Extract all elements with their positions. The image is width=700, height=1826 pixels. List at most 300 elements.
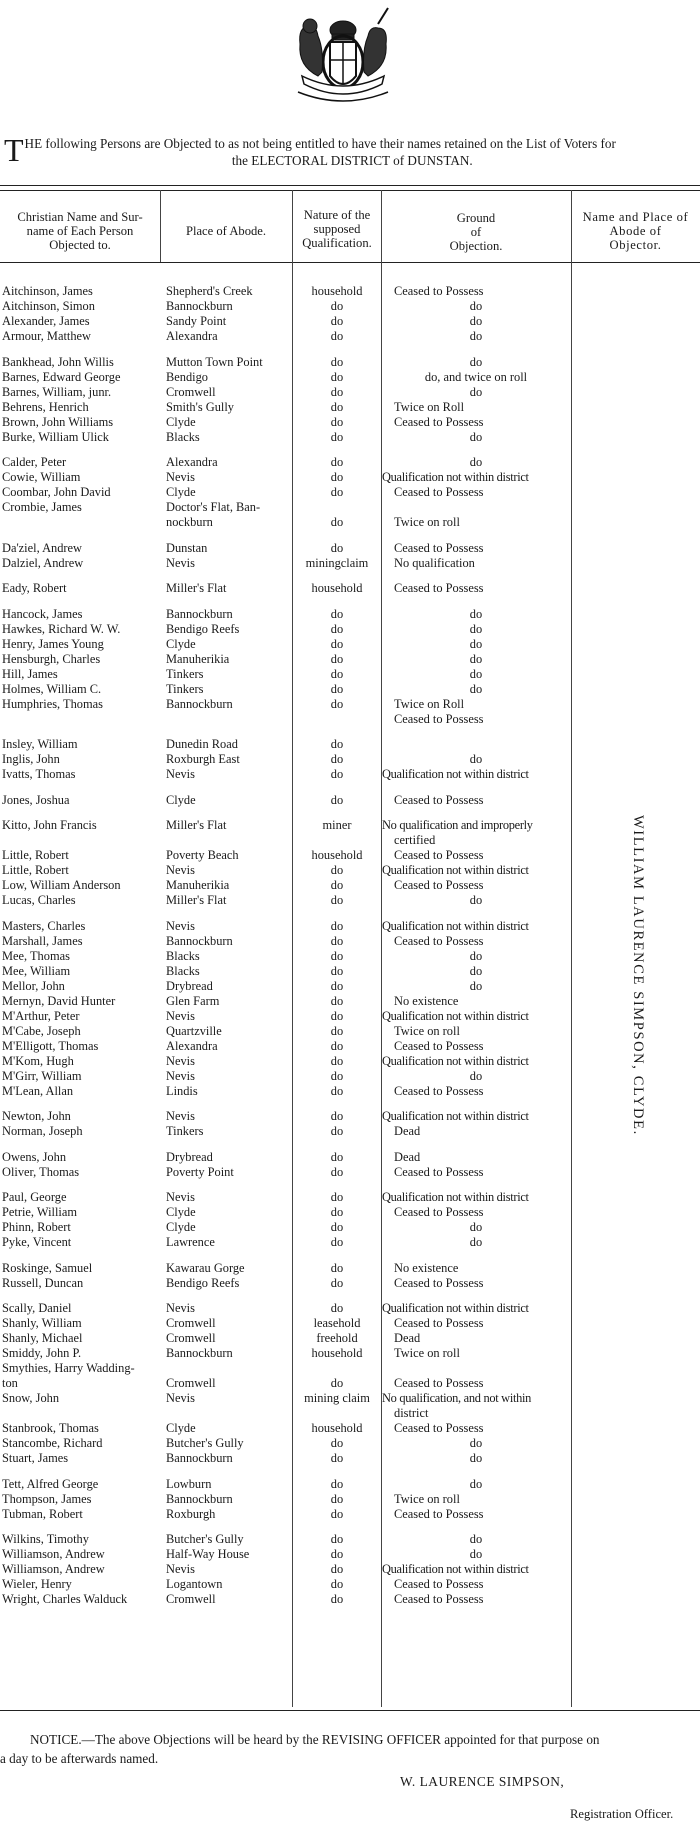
qualification: do	[330, 414, 344, 429]
person-name: Wieler, Henry	[2, 1577, 72, 1591]
table-row	[0, 833, 700, 848]
table-row	[0, 1451, 700, 1466]
ground-of-objection: do	[469, 1451, 483, 1465]
person-name: Williamson, Andrew	[2, 1562, 105, 1576]
table-row	[0, 1421, 700, 1436]
ground-of-objection: Qualification not within district	[382, 470, 529, 484]
qualification: do	[330, 933, 344, 948]
qualification: do	[330, 399, 344, 414]
ground-of-objection: Ceased to Possess	[394, 1275, 484, 1290]
place-of-abode: nockburn	[166, 515, 213, 529]
place-of-abode: Bendigo	[166, 369, 208, 384]
person-name: Calder, Peter	[2, 455, 67, 469]
qualification: do	[330, 696, 344, 711]
qualification: do	[330, 737, 344, 751]
qualification: do	[330, 485, 344, 499]
qualification: do	[330, 978, 344, 993]
ground-of-objection: Qualification not within district	[382, 1562, 529, 1576]
place-of-abode: Miller's Flat	[166, 581, 227, 595]
place-of-abode: Bannockburn	[166, 299, 233, 313]
table-row	[0, 1054, 700, 1069]
place-of-abode: Roxburgh	[166, 1506, 216, 1521]
table-row	[0, 1024, 700, 1039]
place-of-abode: Manuherikia	[166, 878, 230, 892]
ground-of-objection: Twice on Roll	[394, 696, 465, 711]
person-name: Masters, Charles	[2, 918, 86, 933]
person-name: Coombar, John David	[2, 485, 111, 499]
person-name: Smythies, Harry Wadding-	[2, 1361, 135, 1375]
qualification: do	[330, 1149, 344, 1164]
notice-footer	[0, 1730, 700, 1768]
table-row	[0, 767, 700, 782]
person-name: Little, Robert	[2, 863, 69, 877]
ground-of-objection: Qualification not within district	[382, 863, 529, 877]
ground-of-objection: do	[469, 666, 483, 681]
person-name: Eady, Robert	[2, 581, 67, 595]
signoff-title: Registration Officer.	[570, 1807, 674, 1821]
ground-of-objection: Twice on Roll	[394, 399, 465, 414]
intro-line-1: HE following Persons are Objected to as not being entitled to have their names retained on the List of Voters for	[24, 136, 616, 151]
table-row	[0, 1165, 700, 1180]
qualification: do	[330, 314, 344, 328]
qualification: freehold	[316, 1331, 358, 1345]
qualification: do	[330, 1083, 344, 1098]
person-name: Mee, William	[2, 963, 71, 978]
qualification: household	[311, 284, 363, 298]
table-row	[0, 934, 700, 949]
table-row	[0, 1492, 700, 1507]
qualification: do	[330, 299, 344, 313]
place-of-abode: Alexandra	[166, 455, 218, 469]
qualification: do	[330, 1068, 344, 1083]
header-bottom-rule	[0, 262, 700, 263]
ground-of-objection: Ceased to Possess	[394, 878, 484, 892]
person-name: Aitchinson, Simon	[2, 299, 95, 313]
person-name: Kitto, John Francis	[2, 818, 97, 832]
place-of-abode: Poverty Beach	[166, 848, 239, 862]
table-row	[0, 470, 700, 485]
table-row	[0, 1301, 700, 1316]
qualification: do	[330, 893, 344, 907]
person-name: Bankhead, John Willis	[2, 354, 114, 369]
table-row	[0, 299, 700, 314]
ground-of-objection: Ceased to Possess	[394, 485, 484, 499]
qualification: household	[311, 581, 363, 595]
notice-line-2: a day to be afterwards named.	[0, 1751, 159, 1766]
ground-of-objection: do	[469, 893, 483, 907]
place-of-abode: Drybread	[166, 978, 213, 993]
ground-of-objection: do	[469, 429, 483, 444]
qualification: do	[330, 636, 344, 651]
qualification: do	[330, 918, 344, 933]
header-qualification: Nature of the supposed Qualification.	[302, 208, 372, 250]
ground-of-objection: Ceased to Possess	[394, 1205, 484, 1219]
objector-name: WILLIAM LAURENCE SIMPSON, CLYDE.	[630, 815, 646, 1136]
person-name: Phinn, Robert	[2, 1220, 71, 1234]
person-name: Lucas, Charles	[2, 893, 76, 907]
place-of-abode: Doctor's Flat, Ban-	[166, 500, 261, 514]
person-name: Mee, Thomas	[2, 948, 70, 963]
ground-of-objection: do	[469, 314, 483, 328]
place-of-abode: Clyde	[166, 792, 196, 807]
table-row	[0, 1477, 700, 1492]
person-name: M'Lean, Allan	[2, 1083, 74, 1098]
ground-of-objection: do	[469, 1532, 483, 1546]
ground-of-objection: Ceased to Possess	[394, 1376, 484, 1390]
person-name: M'Elligott, Thomas	[2, 1038, 99, 1053]
table-row	[0, 878, 700, 893]
person-name: Little, Robert	[2, 848, 69, 862]
qualification: do	[330, 1547, 344, 1561]
person-name: Shanly, William	[2, 1316, 82, 1330]
person-name: Hawkes, Richard W. W.	[2, 621, 121, 636]
place-of-abode: Shepherd's Creek	[166, 284, 253, 298]
table-row	[0, 652, 700, 667]
person-name: Hill, James	[2, 666, 58, 681]
ground-of-objection: Qualification not within district	[382, 1190, 529, 1204]
person-name: Marshall, James	[2, 933, 83, 948]
qualification: do	[330, 767, 344, 781]
notice-line-1: NOTICE.—The above Objections will be heard by the REVISING OFFICER appointed for that purpose on	[30, 1732, 600, 1747]
qualification: do	[330, 515, 344, 529]
qualification: do	[330, 1008, 344, 1023]
place-of-abode: Cromwell	[166, 1592, 216, 1606]
table-row	[0, 314, 700, 329]
ground-of-objection: Qualification not within district	[382, 918, 529, 933]
place-of-abode: Drybread	[166, 1149, 213, 1164]
person-name: M'Kom, Hugh	[2, 1053, 74, 1068]
qualification: do	[330, 1053, 344, 1068]
qualification: do	[330, 1235, 344, 1249]
table-row	[0, 1592, 700, 1607]
ground-of-objection: do	[469, 606, 483, 621]
ground-of-objection: do	[469, 455, 483, 469]
table-row	[0, 1220, 700, 1235]
qualification: do	[330, 1220, 344, 1234]
place-of-abode: Bannockburn	[166, 1451, 233, 1465]
qualification: do	[330, 948, 344, 963]
place-of-abode: Poverty Point	[166, 1164, 234, 1179]
drop-cap: T	[4, 132, 24, 168]
ground-of-objection: Twice on roll	[394, 1023, 460, 1038]
person-name: M'Girr, William	[2, 1068, 82, 1083]
place-of-abode: Bannockburn	[166, 933, 233, 948]
ground-of-objection: Ceased to Possess	[394, 581, 484, 595]
ground-of-objection: Ceased to Possess	[394, 1164, 484, 1179]
place-of-abode: Lindis	[166, 1083, 198, 1098]
table-row	[0, 964, 700, 979]
royal-coat-of-arms	[268, 6, 418, 118]
ground-of-objection: Twice on roll	[394, 515, 460, 529]
person-name: Roskinge, Samuel	[2, 1260, 93, 1275]
ground-of-objection: Ceased to Possess	[394, 1083, 484, 1098]
qualification: household	[311, 1421, 363, 1435]
person-name: Aitchinson, James	[2, 284, 93, 298]
table-row	[0, 1346, 700, 1361]
ground-of-objection: No qualification	[394, 555, 475, 570]
ground-of-objection: Ceased to Possess	[394, 1506, 484, 1521]
person-name: Mernyn, David Hunter	[2, 993, 116, 1008]
place-of-abode: Alexandra	[166, 329, 218, 343]
place-of-abode: Dunedin Road	[166, 737, 238, 751]
table-row	[0, 1261, 700, 1276]
person-name: Barnes, William, junr.	[2, 384, 112, 399]
person-name: Hancock, James	[2, 606, 83, 621]
person-name: ton	[2, 1376, 18, 1390]
qualification: miner	[322, 818, 352, 832]
table-row	[0, 1124, 700, 1139]
place-of-abode: Miller's Flat	[166, 818, 227, 832]
qualification: miningclaim	[305, 555, 369, 570]
qualification: do	[330, 470, 344, 484]
table-row	[0, 500, 700, 515]
ground-of-objection: do, and twice on roll	[424, 369, 528, 384]
qualification: do	[330, 429, 344, 444]
table-row	[0, 697, 700, 712]
ground-of-objection: do	[469, 384, 483, 399]
ground-of-objection: Qualification not within district	[382, 1109, 529, 1123]
qualification: do	[330, 621, 344, 636]
table-bottom-rule	[0, 1710, 700, 1711]
place-of-abode: Quartzville	[166, 1023, 222, 1038]
qualification: do	[330, 1109, 344, 1123]
place-of-abode: Sandy Point	[166, 314, 227, 328]
ground-of-objection: Ceased to Possess	[394, 1592, 484, 1606]
place-of-abode: Nevis	[166, 767, 195, 781]
qualification: do	[330, 1376, 344, 1390]
table-top-rule	[0, 185, 700, 186]
table-row	[0, 1235, 700, 1250]
place-of-abode: Manuherikia	[166, 651, 230, 666]
person-name: Brown, John Williams	[2, 414, 114, 429]
person-name: Mellor, John	[2, 978, 65, 993]
qualification: do	[330, 455, 344, 469]
notice-intro	[4, 132, 700, 169]
table-row	[0, 1406, 700, 1421]
ground-of-objection: do	[469, 1220, 483, 1234]
qualification: do	[330, 540, 344, 555]
person-name: Snow, John	[2, 1391, 60, 1405]
person-name: Hensburgh, Charles	[2, 651, 101, 666]
place-of-abode: Alexandra	[166, 1038, 218, 1053]
place-of-abode: Dunstan	[166, 540, 208, 555]
person-name: Jones, Joshua	[2, 792, 70, 807]
table-row	[0, 400, 700, 415]
place-of-abode: Nevis	[166, 1008, 195, 1023]
table-top-rule-2	[0, 190, 700, 191]
person-name: Ivatts, Thomas	[2, 767, 76, 781]
ground-of-objection: Ceased to Possess	[394, 848, 484, 862]
place-of-abode: Miller's Flat	[166, 893, 227, 907]
place-of-abode: Cromwell	[166, 384, 216, 399]
ground-of-objection: Ceased to Possess	[394, 1316, 484, 1330]
place-of-abode: Tinkers	[166, 666, 204, 681]
qualification: do	[330, 651, 344, 666]
place-of-abode: Smith's Gully	[166, 399, 234, 414]
person-name: Stuart, James	[2, 1451, 69, 1465]
qualification: do	[330, 1476, 344, 1491]
table-row	[0, 919, 700, 934]
table-row	[0, 1507, 700, 1522]
ground-of-objection: do	[469, 978, 483, 993]
table-row	[0, 329, 700, 344]
place-of-abode: Nevis	[166, 1301, 195, 1315]
place-of-abode: Clyde	[166, 414, 196, 429]
person-name: Behrens, Henrich	[2, 399, 89, 414]
ground-of-objection: No qualification and improperly	[382, 818, 533, 832]
qualification: do	[330, 963, 344, 978]
place-of-abode: Bannockburn	[166, 606, 233, 621]
person-name: Burke, William Ulick	[2, 429, 109, 444]
qualification: do	[330, 1023, 344, 1038]
ground-of-objection: Ceased to Possess	[394, 414, 484, 429]
ground-of-objection: do	[469, 1436, 483, 1450]
table-row	[0, 430, 700, 445]
qualification: do	[330, 1275, 344, 1290]
ground-of-objection: Ceased to Possess	[394, 540, 484, 555]
qualification: do	[330, 354, 344, 369]
qualification: do	[330, 369, 344, 384]
person-name: Stancombe, Richard	[2, 1436, 103, 1450]
qualification: do	[330, 681, 344, 696]
person-name: Smiddy, John P.	[2, 1346, 82, 1360]
signature: W. LAURENCE SIMPSON,	[400, 1774, 565, 1789]
person-name: Inglis, John	[2, 752, 60, 766]
place-of-abode: Bannockburn	[166, 1491, 233, 1506]
ground-of-objection: do	[469, 681, 483, 696]
table-row	[0, 284, 700, 299]
qualification: do	[330, 1038, 344, 1053]
place-of-abode: Clyde	[166, 636, 196, 651]
person-name: Henry, James Young	[2, 636, 104, 651]
person-name: Stanbrook, Thomas	[2, 1421, 99, 1435]
ground-of-objection: certified	[394, 833, 436, 847]
qualification: do	[330, 1506, 344, 1521]
place-of-abode: Bannockburn	[166, 1346, 233, 1360]
header-objector: Name and Place of Abode of Objector.	[582, 210, 689, 252]
person-name: Wright, Charles Walduck	[2, 1592, 128, 1606]
ground-of-objection: do	[469, 1068, 483, 1083]
qualification: do	[330, 1436, 344, 1450]
header-name: Christian Name and Sur- name of Each Person Objected to.	[17, 210, 143, 252]
ground-of-objection: do	[469, 651, 483, 666]
qualification: do	[330, 863, 344, 877]
table-row	[0, 355, 700, 370]
person-name: Pyke, Vincent	[2, 1235, 72, 1249]
qualification: household	[311, 1346, 363, 1360]
ground-of-objection: No qualification, and not within	[382, 1391, 532, 1405]
intro-line-2: the ELECTORAL DISTRICT of DUNSTAN.	[231, 153, 473, 168]
table-row	[0, 752, 700, 767]
table-row	[0, 1316, 700, 1331]
ground-of-objection: Ceased to Possess	[394, 933, 484, 948]
table-row	[0, 848, 700, 863]
table-row	[0, 1391, 700, 1406]
person-name: Tett, Alfred George	[2, 1476, 99, 1491]
table-row	[0, 863, 700, 878]
place-of-abode: Cromwell	[166, 1316, 216, 1330]
place-of-abode: Kawarau Gorge	[166, 1260, 245, 1275]
ground-of-objection: do	[469, 299, 483, 313]
person-name: Barnes, Edward George	[2, 369, 121, 384]
ground-of-objection: Qualification not within district	[382, 1301, 529, 1315]
person-name: Da'ziel, Andrew	[2, 540, 82, 555]
place-of-abode: Bannockburn	[166, 696, 233, 711]
ground-of-objection: Qualification not within district	[382, 767, 529, 781]
qualification: do	[330, 993, 344, 1008]
table-row	[0, 415, 700, 430]
table-row	[0, 485, 700, 500]
ground-of-objection: Dead	[394, 1149, 421, 1164]
place-of-abode: Clyde	[166, 1220, 196, 1234]
place-of-abode: Butcher's Gully	[166, 1436, 244, 1450]
table-row	[0, 737, 700, 752]
ground-of-objection: do	[469, 1235, 483, 1249]
place-of-abode: Nevis	[166, 1391, 195, 1405]
table-row	[0, 682, 700, 697]
table-row	[0, 622, 700, 637]
person-name: Scally, Daniel	[2, 1301, 72, 1315]
table-row	[0, 1009, 700, 1024]
person-name: Shanly, Michael	[2, 1331, 83, 1345]
place-of-abode: Clyde	[166, 1205, 196, 1219]
qualification: household	[311, 848, 363, 862]
header-ground: Ground of Objection.	[449, 211, 503, 253]
place-of-abode: Lowburn	[166, 1476, 212, 1491]
person-name: Humphries, Thomas	[2, 696, 103, 711]
person-name: Thompson, James	[2, 1491, 92, 1506]
ground-of-objection: Twice on roll	[394, 1346, 460, 1360]
place-of-abode: Lawrence	[166, 1235, 215, 1249]
ground-of-objection: do	[469, 948, 483, 963]
table-row	[0, 515, 700, 530]
person-name: Owens, John	[2, 1149, 67, 1164]
place-of-abode: Nevis	[166, 918, 195, 933]
table-row	[0, 793, 700, 808]
table-row	[0, 1205, 700, 1220]
table-row	[0, 979, 700, 994]
person-name: Petrie, William	[2, 1205, 77, 1219]
qualification: mining claim	[304, 1391, 370, 1405]
ground-of-objection: do	[469, 354, 483, 369]
place-of-abode: Clyde	[166, 1421, 196, 1435]
table-row	[0, 541, 700, 556]
ground-of-objection: Qualification not within district	[382, 1008, 529, 1023]
qualification: do	[330, 1301, 344, 1315]
table-row	[0, 1577, 700, 1592]
place-of-abode: Nevis	[166, 1190, 195, 1204]
place-of-abode: Mutton Town Point	[166, 354, 263, 369]
place-of-abode: Nevis	[166, 1068, 195, 1083]
place-of-abode: Glen Farm	[166, 993, 220, 1008]
table-row	[0, 1562, 700, 1577]
table-row	[0, 1331, 700, 1346]
place-of-abode: Nevis	[166, 555, 195, 570]
qualification: do	[330, 1260, 344, 1275]
place-of-abode: Cromwell	[166, 1376, 216, 1390]
ground-of-objection: Ceased to Possess	[394, 1577, 484, 1591]
table-row	[0, 712, 700, 727]
place-of-abode: Nevis	[166, 1109, 195, 1123]
person-name: Williamson, Andrew	[2, 1547, 105, 1561]
table-row	[0, 637, 700, 652]
table-row	[0, 1150, 700, 1165]
qualification: do	[330, 1592, 344, 1606]
ground-of-objection: do	[469, 621, 483, 636]
ground-of-objection: Twice on roll	[394, 1491, 460, 1506]
qualification: do	[330, 606, 344, 621]
ground-of-objection: No existence	[394, 993, 459, 1008]
